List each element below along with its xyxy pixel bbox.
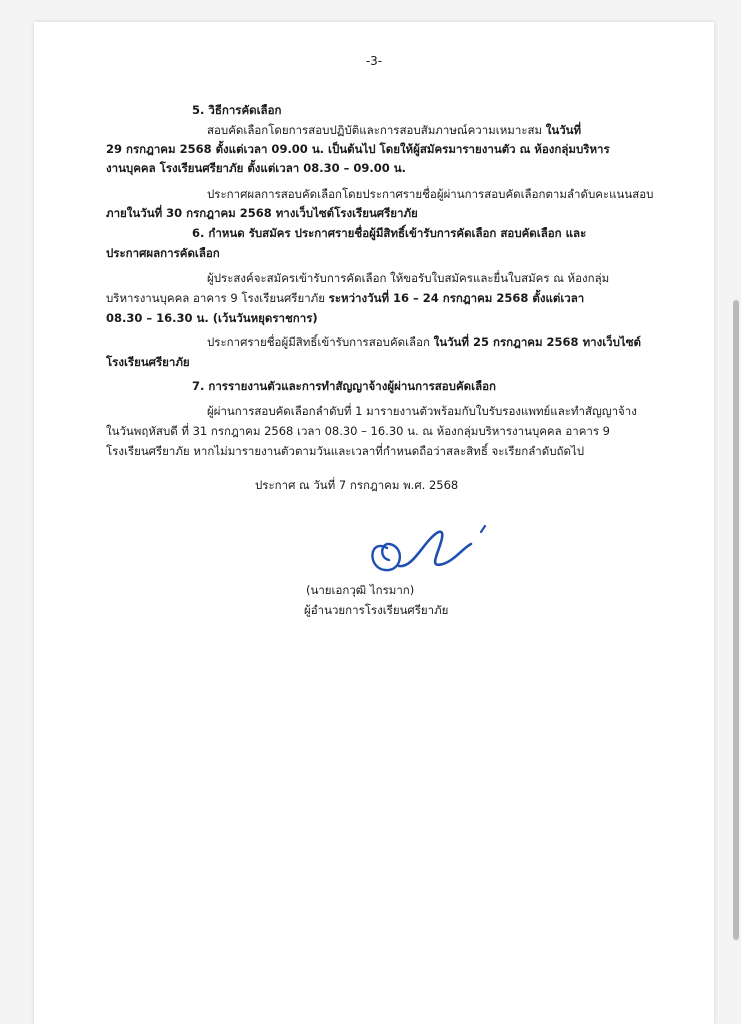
scrollbar[interactable] xyxy=(733,300,739,940)
section-5-line-1: สอบคัดเลือกโดยการสอบปฏิบัติและการสอบสัมภาษณ์ความเหมาะสม ในวันที่ xyxy=(207,123,582,137)
section-5-line-5: ภายในวันที่ 30 กรกฎาคม 2568 ทางเว็บไซต์โรงเรียนศรียาภัย xyxy=(106,206,418,220)
section-5-heading: 5. วิธีการคัดเลือก xyxy=(192,103,282,117)
section-7-line-1: ผู้ผ่านการสอบคัดเลือกลำดับที่ 1 มารายงานตัวพร้อมกับใบรับรองแพทย์และทำสัญญาจ้าง xyxy=(207,404,637,418)
section-7-heading: 7. การรายงานตัวและการทำสัญญาจ้างผู้ผ่านการสอบคัดเลือก xyxy=(192,379,496,393)
section-6-line-2: บริหารงานบุคคล อาคาร 9 โรงเรียนศรียาภัย ระหว่างวันที่ 16 – 24 กรกฎาคม 2568 ตั้งแต่เวลา xyxy=(106,291,585,305)
section-6-heading: 6. กำหนด รับสมัคร ประกาศรายชื่อผู้มีสิทธิ์เข้ารับการคัดเลือก สอบคัดเลือก และ xyxy=(192,226,587,240)
section-7-line-2: ในวันพฤหัสบดี ที่ 31 กรกฎาคม 2568 เวลา 08.30 – 16.30 น. ณ ห้องกลุ่มบริหารงานบุคคล อาคาร 9 xyxy=(106,424,610,438)
document-page xyxy=(34,22,714,1024)
section-7-line-3: โรงเรียนศรียาภัย หากไม่มารายงานตัวตามวันและเวลาที่กำหนดถือว่าสละสิทธิ์ จะเรียกลำดับถัดไป xyxy=(106,444,585,458)
section-6-heading-cont: ประกาศผลการคัดเลือก xyxy=(106,246,220,260)
section-6-line-1: ผู้ประสงค์จะสมัครเข้ารับการคัดเลือก ให้ขอรับใบสมัครและยื่นใบสมัคร ณ ห้องกลุ่ม xyxy=(207,271,610,285)
signer-position: ผู้อำนวยการโรงเรียนศรียาภัย xyxy=(304,603,449,617)
page-number: -3- xyxy=(365,54,383,68)
section-5-line-2: 29 กรกฎาคม 2568 ตั้งแต่เวลา 09.00 น. เป็นต้นไป โดยให้ผู้สมัครมารายงานตัว ณ ห้องกลุ่มบริหาร xyxy=(106,142,610,156)
signer-name: (นายเอกวุฒิ ไกรมาก) xyxy=(306,583,415,597)
signature xyxy=(359,508,499,592)
section-6-line-3: 08.30 – 16.30 น. (เว้นวันหยุดราชการ) xyxy=(106,311,318,325)
section-5-line-4: ประกาศผลการสอบคัดเลือกโดยประกาศรายชื่อผู้ผ่านการสอบคัดเลือกตามลำดับคะแนนสอบ xyxy=(207,187,654,201)
announcement-date: ประกาศ ณ วันที่ 7 กรกฎาคม พ.ศ. 2568 xyxy=(255,478,459,492)
section-5-line-3: งานบุคคล โรงเรียนศรียาภัย ตั้งแต่เวลา 08.30 – 09.00 น. xyxy=(106,161,406,175)
section-6-line-5: โรงเรียนศรียาภัย xyxy=(106,355,190,369)
section-6-line-4: ประกาศรายชื่อผู้มีสิทธิ์เข้ารับการสอบคัดเลือก ในวันที่ 25 กรกฎาคม 2568 ทางเว็บไซต์ xyxy=(207,335,641,349)
